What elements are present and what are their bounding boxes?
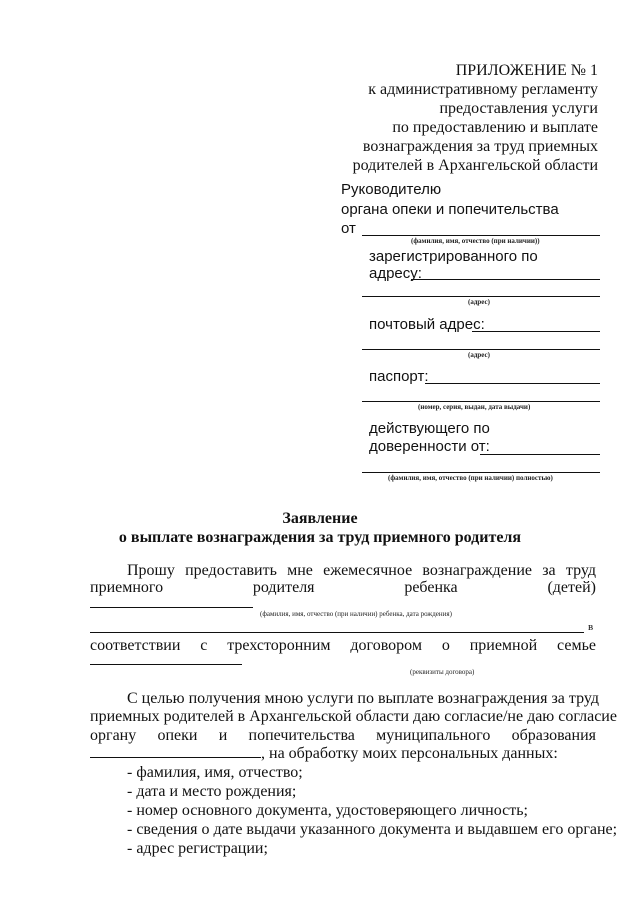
header-line-5: родителей в Архангельской области [352, 157, 598, 174]
list-item: - фамилия, имя, отчество; [127, 764, 303, 781]
from-field[interactable] [362, 235, 600, 236]
contract-field[interactable] [90, 664, 242, 665]
word: предоставить [185, 562, 277, 579]
word: за [542, 562, 556, 579]
proxy-caption: (фамилия, имя, отчество (при наличии) полностью) [388, 474, 553, 482]
word: вознаграждение [422, 562, 533, 579]
word: договором [350, 637, 422, 654]
p2-line-3 [90, 726, 596, 745]
header-line-3: по предоставлению и выплате [392, 119, 598, 136]
word: мне [287, 562, 313, 579]
p2-line-4: , на обработку моих персональных данных: [261, 745, 558, 762]
postal-caption: (адрес) [468, 351, 490, 359]
word: Прошу [127, 562, 175, 579]
passport-field-2[interactable] [362, 401, 600, 402]
postal-label: почтовый адрес: [369, 316, 485, 333]
from-label: от [341, 220, 356, 237]
word: приемного [90, 579, 164, 596]
proxy-label-1: действующего по [369, 420, 490, 437]
from-caption: (фамилия, имя, отчество (при наличии)) [411, 237, 540, 245]
document-subtitle: о выплате вознаграждения за труд приемного родителя [118, 529, 522, 546]
proxy-field-2[interactable] [362, 472, 600, 473]
appendix-title: ПРИЛОЖЕНИЕ № 1 [455, 62, 598, 79]
passport-label: паспорт: [369, 368, 429, 385]
list-item: - дата и место рождения; [127, 783, 297, 800]
header-line-1: к административному регламенту [368, 81, 598, 98]
proxy-label-2: доверенности от: [369, 438, 490, 455]
child-field-2[interactable] [90, 632, 584, 633]
word: и [218, 727, 228, 744]
registered-label-1: зарегистрированного по [369, 248, 538, 265]
postal-field-2[interactable] [362, 349, 600, 350]
address-caption: (адрес) [468, 298, 490, 306]
word: семье [557, 637, 596, 654]
contract-caption: (реквизиты договора) [410, 668, 475, 676]
header-line-2: предоставления услуги [439, 100, 598, 117]
list-item: - номер основного документа, удостоверяющего личность; [127, 802, 528, 819]
word: муниципального [376, 727, 491, 744]
word: ребенка [404, 579, 458, 596]
postal-field-1[interactable] [472, 331, 600, 332]
word: трехсторонним [227, 637, 331, 654]
document-title: Заявление [282, 510, 358, 527]
v-label: в [588, 621, 594, 633]
word: органу [90, 727, 137, 744]
word: образования [511, 727, 596, 744]
registered-field-1[interactable] [411, 279, 600, 280]
municipality-field[interactable] [90, 757, 261, 758]
word: о [441, 637, 450, 654]
addressee-line-2: органа опеки и попечительства [341, 201, 559, 218]
list-item: - адрес регистрации; [127, 840, 268, 857]
addressee-line-1: Руководителю [341, 181, 442, 198]
p2-line-2: приемных родителей в Архангельской области даю согласие/не даю согласие [90, 708, 617, 725]
passport-caption: (номер, серия, выдан, дата выдачи) [418, 403, 531, 411]
p1-line-2 [90, 578, 596, 597]
word: приемной [469, 637, 538, 654]
word: с [200, 637, 208, 654]
p2-line-1: С целью получения мною услуги по выплате вознаграждения за труд [127, 690, 599, 707]
word: попечительства [248, 727, 355, 744]
child-field-1[interactable] [90, 607, 253, 608]
proxy-field-1[interactable] [480, 454, 600, 455]
word: опеки [157, 727, 198, 744]
list-item: - сведения о дате выдачи указанного документа и выдавшем его органе; [127, 821, 618, 838]
registered-field-2[interactable] [362, 296, 600, 297]
word: соответствии [90, 637, 181, 654]
passport-field-1[interactable] [425, 383, 600, 384]
p1-line-4 [90, 636, 596, 655]
child-caption: (фамилия, имя, отчество (при наличии) ребенка, дата рождения) [260, 610, 452, 618]
registered-label-2: адресу: [369, 265, 422, 282]
word: (детей) [547, 579, 596, 596]
header-line-4: вознаграждения за труд приемных [362, 138, 598, 155]
word: ежемесячное [323, 562, 413, 579]
word: родителя [252, 579, 315, 596]
word: труд [565, 562, 596, 579]
